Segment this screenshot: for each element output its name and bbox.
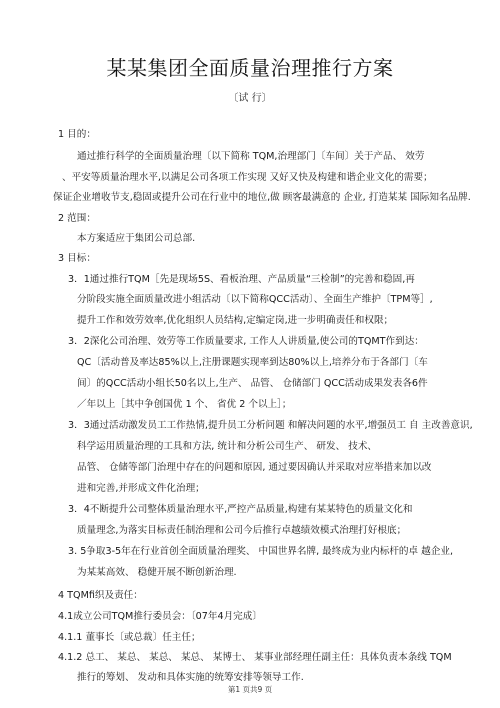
section-heading-organization: 4 TQMfi织及责任： bbox=[58, 590, 143, 601]
paragraph-line: 4.1.2 总工、 某总、 某总、 某总、 某博士、 某事业部经理任副主任：具体负责本条线 TQM bbox=[58, 652, 452, 663]
paragraph-line: 提升工作和效劳效率,优化组织人员结构,定编定岗,进一步明确责任和权限； bbox=[77, 315, 394, 326]
section-heading-purpose: 1 目的： bbox=[58, 129, 96, 140]
page-footer: 第1 页共9 页 bbox=[227, 685, 273, 694]
paragraph-line: 为某某高效、 稳健开展不断创新治理. bbox=[77, 567, 237, 578]
paragraph-line: 3．3通过活动激发员工工作热情,提升员工分析问题 和解决问题的水平,增强员工 自 主改善意识, bbox=[68, 420, 473, 431]
paragraph-line: 质量理念,为落实目标责任制治理和公司今后推行卓越绩效模式治理打好根底； bbox=[77, 525, 407, 536]
paragraph-line: 4.1.1 董事长〔或总裁〕任主任； bbox=[58, 632, 201, 643]
paragraph-line: 3．2深化公司治理、效劳等工作质量要求, 工作人人讲质量,使公司的TQMT作到达： bbox=[68, 336, 424, 347]
paragraph-line: 推行的筹划、 发动和具体实施的统筹安排等领导工作. bbox=[77, 672, 304, 683]
paragraph-line: 3．1通过推行TQM［先是现场5S、看板治理、产品质量“三检制”的完善和稳固,再 bbox=[68, 274, 415, 285]
paragraph-line: 分阶段实施全面质量改进小组活动〔以下简称QCC活动〕、全面生产维护〔TPM等］, bbox=[77, 294, 433, 305]
paragraph-line: 4.1成立公司TQM推行委员会：〔07年4月完成〕 bbox=[58, 611, 262, 622]
paragraph-line: 3. 5争取3-5年在行业首创全面质量治理奖、 中国世界名牌, 最终成为业内标杆的卓 越企业, bbox=[68, 546, 454, 557]
paragraph-line: 通过推行科学的全面质量治理〔以下简称 TQM,治理部门〔车间〕关于产品、 效劳 bbox=[77, 151, 425, 162]
paragraph-line: ／年以上［其中争创国优 1 个、 省优 2 个以上］； bbox=[77, 399, 292, 410]
paragraph-line: 本方案适应于集团公司总部. bbox=[77, 233, 196, 244]
section-heading-goals: 3 目标： bbox=[58, 253, 96, 264]
section-heading-scope: 2 范围： bbox=[58, 213, 96, 224]
paragraph-line: 、平安等质量治理水平,以满足公司各项工作实现 又好又快及构建和谐企业文化的需要； bbox=[62, 172, 433, 183]
paragraph-line: 保证企业增收节支,稳固或提升公司在行业中的地位,做 顾客最满意的 企业, 打造某某 国际知名品牌. bbox=[53, 192, 471, 203]
paragraph-line: 间〕的QCC活动小组长50名以上,生产、 品管、 仓储部门 QCC活动成果发表各6件 bbox=[77, 378, 428, 389]
paragraph-line: 进和完善,并形成文件化治理； bbox=[77, 483, 205, 494]
paragraph-line: 品管、 仓储等部门治理中存在的问题和原因, 通过要因确认并采取对应举措来加以改 bbox=[77, 462, 432, 473]
page-subtitle: 〔试 行〕 bbox=[228, 93, 272, 104]
paragraph-line: QC〔活动普及率达85%以上,注册课题实现率到达80%以上,培养分布于各部门〔车 bbox=[77, 357, 428, 368]
page-title: 某某集团全面质量治理推行方案 bbox=[106, 56, 394, 80]
paragraph-line: 3．4不断提升公司整体质量治理水平,严控产品质量,构建有某某特色的质量文化和 bbox=[68, 504, 413, 515]
paragraph-line: 科学运用质量治理的工具和方法, 统计和分析公司生产、 研发、 技术、 bbox=[77, 441, 378, 452]
